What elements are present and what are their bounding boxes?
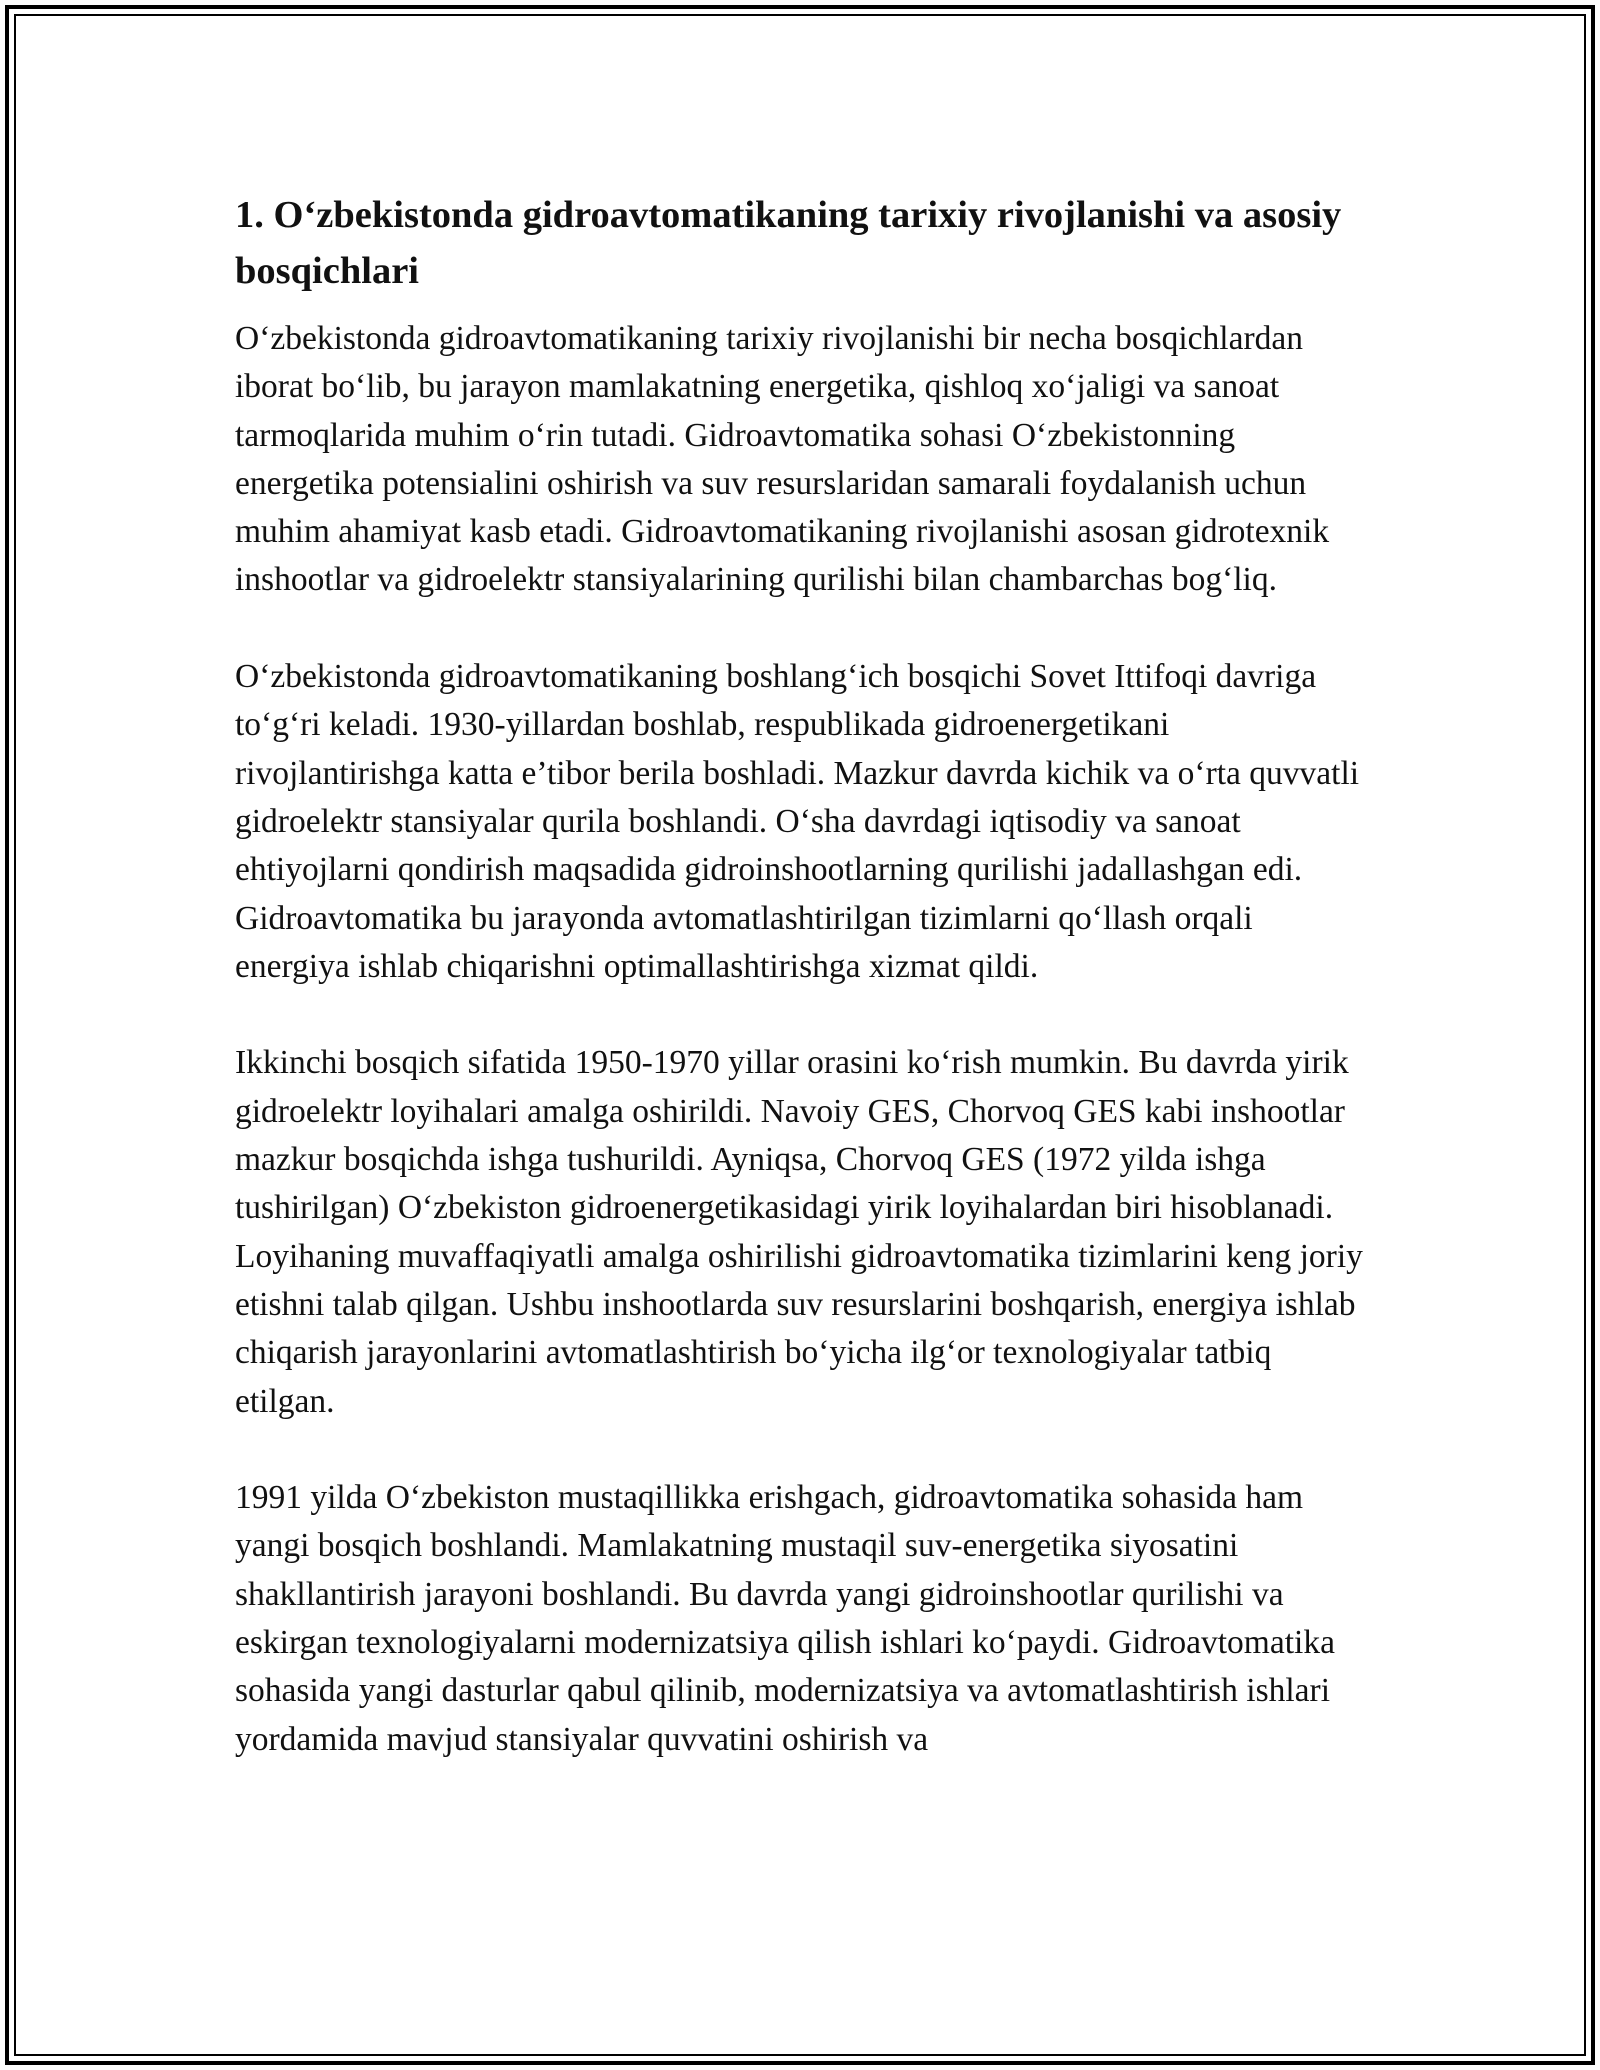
paragraph-2: O‘zbekistonda gidroavtomatikaning boshlang‘ich bosqichi Sovet Ittifoqi davriga to‘g‘ri keladi. 1930-yillardan boshlab, respublikada gidroenergetikani rivojlantirishga katta e’tibor berila boshladi. Mazkur davrda kichik va o‘rta quvvatli gidroelektr stansiyalar qurila boshlandi. O‘sha davrdagi iqtisodiy va sanoat ehtiyojlarni qondirish maqsadida gidroinshootlarning qurilishi jadallashgan edi. Gidroavtomatika bu jarayonda avtomatlashtirilgan tizimlarni qo‘llash orqali energiya ishlab chiqarishni optimallashtirishga xizmat qildi. [235, 658, 1360, 985]
paragraph-1: O‘zbekistonda gidroavtomatikaning tarixiy rivojlanishi bir necha bosqichlardan iborat bo‘lib, bu jarayon mamlakatning energetika, qishloq xo‘jaligi va sanoat tarmoqlarida muhim o‘rin tutadi. Gidroavtomatika sohasi O‘zbekistonning energetika potensialini oshirish va suv resurslaridan samarali foydalanish uchun muhim ahamiyat kasb etadi. Gidroavtomatikaning rivojlanishi asosan gidrotexnik inshootlar va gidroelektr stansiyalarining qurilishi bilan chambarchas bog‘liq. [235, 320, 1330, 599]
paragraph-4: 1991 yilda O‘zbekiston mustaqillikka erishgach, gidroavtomatika sohasida ham yangi bosqich boshlandi. Mamlakatning mustaqil suv-energetika siyosatini shakllantirish jarayoni boshlandi. Bu davrda yangi gidroinshootlar qurilishi va eskirgan texnologiyalarni modernizatsiya qilish ishlari ko‘paydi. Gidroavtomatika sohasida yangi dasturlar qabul qilinib, modernizatsiya va avtomatlashtirish ishlari yordamida mavjud stansiyalar quvvatini oshirish va [235, 1479, 1335, 1758]
section-heading: 1. O‘zbekistonda gidroavtomatikaning tarixiy rivojlanishi va asosiy bosqichlari [235, 194, 1342, 292]
paragraph-3: Ikkinchi bosqich sifatida 1950-1970 yillar orasini ko‘rish mumkin. Bu davrda yirik gidroelektr loyihalari amalga oshirildi. Navoiy GES, Chorvoq GES kabi inshootlar mazkur bosqichda ishga tushurildi. Ayniqsa, Chorvoq GES (1972 yilda ishga tushirilgan) O‘zbekiston gidroenergetikasidagi yirik loyihalardan biri hisoblanadi. Loyihaning muvaffaqiyatli amalga oshirilishi gidroavtomatika tizimlarini keng joriy etishni talab qilgan. Ushbu inshootlarda suv resurslarini boshqarish, energiya ishlab chiqarish jarayonlarini avtomatlashtirish bo‘yicha ilg‘or texnologiyalar tatbiq etilgan. [235, 1044, 1363, 1420]
document-body [235, 187, 1365, 1812]
